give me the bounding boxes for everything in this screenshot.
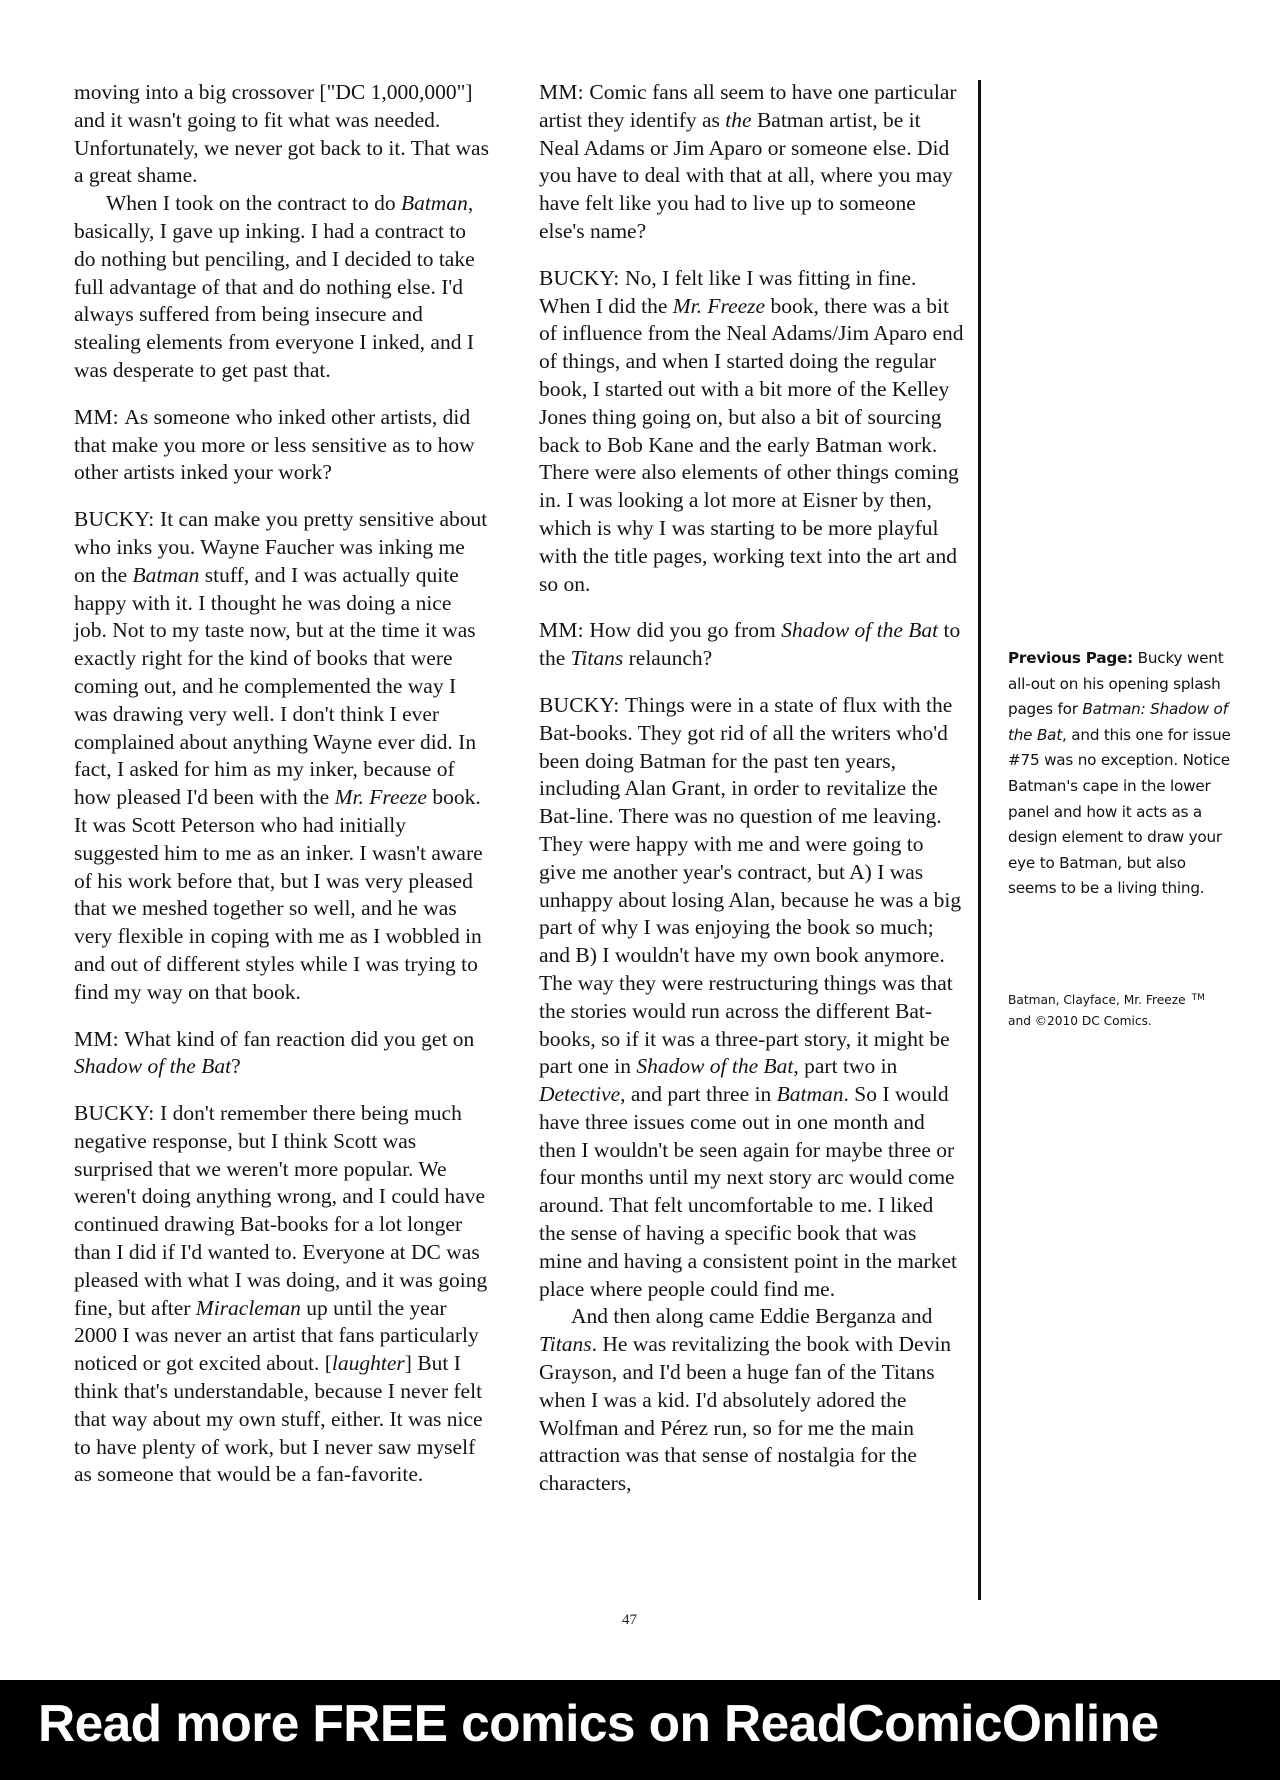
article-column-right (539, 79, 964, 1498)
text-run: What kind of fan reaction did you get on (124, 1026, 475, 1051)
interview-paragraph-bucky (74, 1100, 489, 1489)
italic-title: laughter (331, 1351, 405, 1376)
italic-title: Shadow of the Bat (636, 1054, 794, 1079)
text-run: book. It was Scott Peterson who had initially suggested him to me as an inker. I wasn't aware of his work before that, but I was very pleased that we meshed together so well, and he was very flexible in coping with me as I wobbled in and out of different styles while I was trying to find my way on that book. (74, 785, 483, 1004)
italic-title: Titans (539, 1332, 592, 1357)
speaker-label: MM: (74, 1026, 125, 1051)
text-run: Things were in a state of flux with the Bat-books. They got rid of all the writers who'd been doing Batman for the past ten years, including Alan Grant, in order to revitalize the Bat-line. There was no question of me leaving. They were happy with me and were going to give me another year's contract, but A) I was unhappy about losing Alan, because he was a big part of why I was enjoying the book so much; and B) I wouldn't have my own book anymore. The way they were restructuring things was that the stories would run across the different Bat-books, so if it was a three-part story, it might be part one in (539, 692, 962, 1079)
interview-paragraph-bucky (539, 265, 964, 599)
speaker-label: BUCKY: (74, 1101, 161, 1126)
italic-title: Batman (776, 1082, 844, 1107)
speaker-label: BUCKY: (539, 692, 626, 717)
text-run: book, there was a bit of influence from the Neal Adams/Jim Aparo end of things, and when I started doing the regular book, I started out with a bit more of the Kelley Jones thing going on, but also a bit of sourcing back to Bob Kane and the early Batman work. There were also elements of other things coming in. I was looking a lot more at Eisner by then, which is why I was starting to be more playful with the title pages, working text into the art and so on. (539, 293, 964, 596)
italic-title: Mr. Freeze (334, 785, 427, 810)
text-run: to the (539, 618, 961, 671)
text-run: . He was revitalizing the book with Devin Grayson, and I'd been a huge fan of the Titans when I was a kid. I'd absolutely adored the Wolfman and Pérez run, so for me the main attraction was that sense of nostalgia for the characters, (539, 1332, 952, 1496)
text-run: It can make you pretty sensitive about who inks you. Wayne Faucher was inking me on the (74, 507, 488, 587)
italic-title: the (725, 107, 752, 132)
interview-paragraph-mm (539, 617, 964, 673)
interview-paragraph-bucky (539, 692, 964, 1304)
italic-title: Shadow of the Bat (74, 1054, 232, 1079)
text-run: ? (231, 1054, 241, 1079)
credit-line-1: Batman, Clayface, Mr. Freeze (1008, 993, 1186, 1007)
caption-text-1: Bucky went all-out on his opening splash pages for (1008, 649, 1224, 719)
speaker-label: BUCKY: (74, 507, 161, 532)
credit-line-2: and ©2010 DC Comics. (1008, 1014, 1152, 1028)
interview-paragraph-mm (74, 1026, 489, 1082)
image-caption (1008, 646, 1238, 902)
text-run: Batman artist, be it Neal Adams or Jim Aparo or someone else. Did you have to deal with that at all, where you may have felt like you had to live up to someone else's name? (539, 107, 953, 243)
italic-title: Miracleman (195, 1295, 301, 1320)
italic-title: Titans (570, 646, 624, 671)
caption-title: Batman: Shadow of the Bat (1008, 700, 1228, 744)
text-run: up until the year 2000 I was never an artist that fans particularly noticed or got excited about. [ (74, 1295, 479, 1376)
italic-title: Batman (132, 562, 200, 587)
body-paragraph (539, 1303, 964, 1498)
text-run: , and part three in (620, 1082, 777, 1107)
italic-title: Shadow of the Bat (781, 618, 939, 643)
text-run: I don't remember there being much negative response, but I think Scott was surprised that we weren't more popular. We weren't doing anything wrong, and I could have continued drawing Bat-books for a lot longer than I did if I'd wanted to. Everyone at DC was pleased with what I was doing, and it was going fine, but after (74, 1101, 488, 1320)
speaker-label: MM: (74, 404, 125, 429)
column-divider-rule (978, 80, 981, 1600)
text-run: . So I would have three issues come out in one month and then I wouldn't be seen again for maybe three or four months until my next story arc would come around. That felt uncomfortable to me. I liked the sense of having a specific book that was mine and having a consistent point in the market place where people could find me. (539, 1082, 957, 1301)
caption-text-2: , and this one for issue #75 was no exception. Notice Batman's cape in the lower panel and how it acts as a design element to draw your eye to Batman, but also seems to be a living thing. (1008, 725, 1231, 898)
text-run: How did you go from (589, 618, 782, 643)
speaker-label: MM: (539, 80, 590, 104)
italic-title: Detective (539, 1082, 621, 1107)
text-run: No, I felt like I was fitting in fine. When I did the (539, 265, 917, 318)
text-run: And then along came Eddie Berganza and (571, 1304, 933, 1329)
speaker-label: MM: (539, 618, 590, 643)
text-run: , part two in (793, 1054, 898, 1079)
italic-title: Mr. Freeze (672, 293, 766, 318)
article-column-left (74, 79, 489, 1489)
promo-banner[interactable] (0, 1680, 1280, 1780)
text-run: stuff, and I was actually quite happy with it. I thought he was doing a nice job. Not to my taste now, but at the time it was exactly right for the kind of books that were coming out, and he complemented the way I was drawing very well. I don't think I ever complained about anything Wayne ever did. In fact, I asked for him as my inker, because of how pleased I'd been with the (74, 562, 477, 810)
page-number: 47 (622, 1612, 637, 1628)
text-run: ] But I think that's understandable, because I never felt that way about my own stuff, either. It was nice to have plenty of work, but I never saw myself as someone that would be a fan-favorite. (74, 1351, 483, 1487)
caption-lead: Previous Page: (1008, 649, 1134, 667)
text-run: moving into a big crossover ["DC 1,000,000"] and it wasn't going to fit what was needed. Unfortunately, we never got back to it. That was a great shame. (74, 80, 489, 188)
text-run: As someone who inked other artists, did that make you more or less sensitive as to how other artists inked your work? (74, 404, 475, 485)
promo-banner-text[interactable]: Read more FREE comics on ReadComicOnline (38, 1695, 1159, 1753)
interview-paragraph-mm (74, 404, 489, 487)
body-paragraph (74, 79, 489, 190)
text-run: relaunch? (623, 646, 713, 671)
speaker-label: BUCKY: (539, 265, 626, 290)
copyright-credit (1008, 988, 1248, 1032)
trademark-symbol: TM (1191, 993, 1205, 1003)
text-run: , basically, I gave up inking. I had a contract to do nothing but penciling, and I decided to take full advantage of that and do nothing else. I'd always suffered from being insecure and stealing elements from everyone I inked, and I was desperate to get past that. (74, 191, 475, 382)
body-paragraph (74, 190, 489, 385)
text-run: When I took on the contract to do (106, 191, 401, 216)
interview-paragraph-mm (539, 79, 964, 246)
italic-title: Batman (400, 191, 468, 216)
interview-paragraph-bucky (74, 506, 489, 1006)
text-run: Comic fans all seem to have one particular artist they identify as (539, 80, 957, 132)
